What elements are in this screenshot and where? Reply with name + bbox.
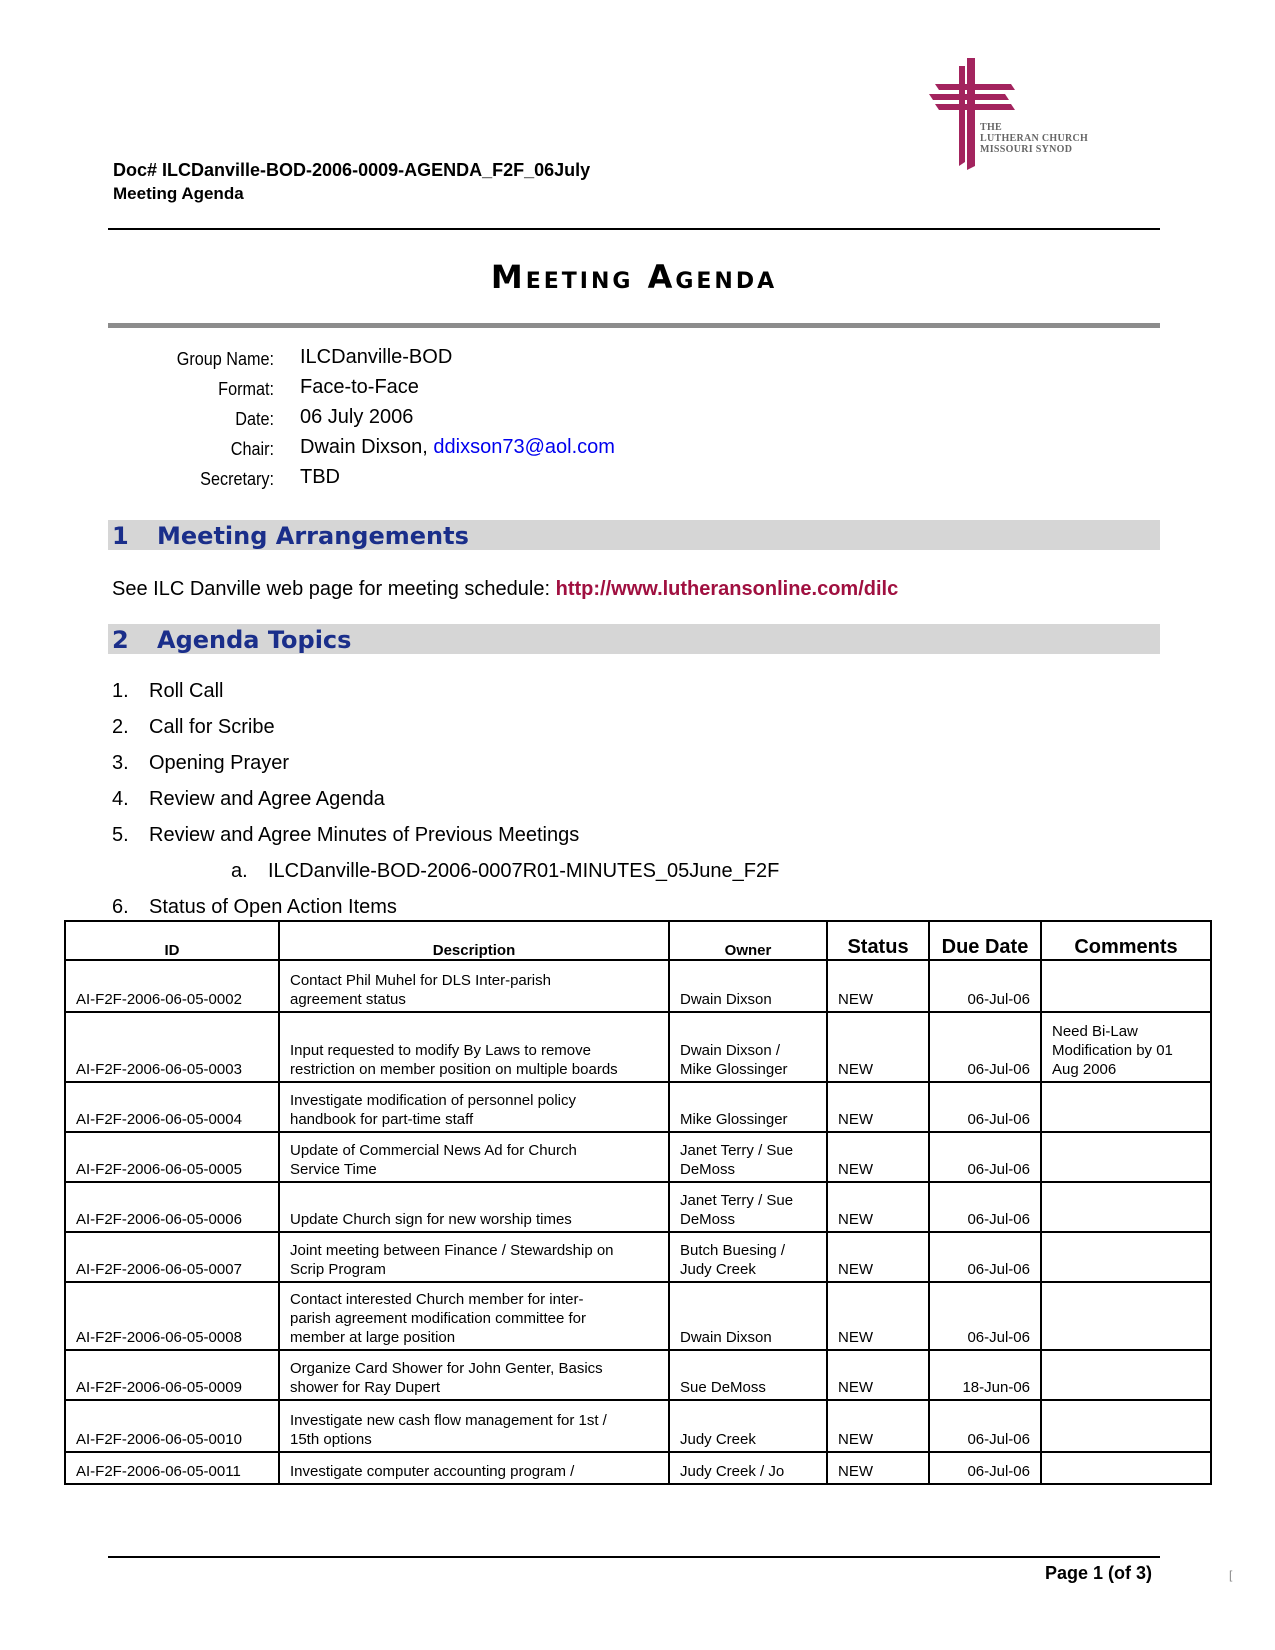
column-header-description: Description [279,921,669,960]
group-name-label: Group Name: [176,349,274,369]
doc-id: Doc# ILCDanville-BOD-2006-0009-AGENDA_F2F_06July [113,160,591,180]
cell-line: Mike Glossinger [680,1111,788,1128]
cell-status: NEW [827,1452,929,1484]
cell-comments [1041,1132,1211,1182]
cell-status: NEW [827,1182,929,1232]
cell-line: Sue DeMoss [680,1379,766,1396]
arrangements-label: See ILC Danville web page for meeting schedule: [112,578,551,600]
cell-comments [1041,960,1211,1012]
action-items-table [64,920,1212,1485]
column-header-due-date: Due Date [929,921,1041,960]
cell-line: Update Church sign for new worship times [290,1211,572,1228]
cell-description [279,960,669,1012]
cell-owner [669,1012,827,1082]
arrangements-text [112,578,898,601]
column-header-status: Status [827,921,929,960]
cell-comments [1041,1012,1211,1082]
chair-label: Chair: [230,439,274,459]
cell-description [279,1400,669,1452]
cell-line: restriction on member position on multiple boards [290,1061,618,1078]
cell-id: AI-F2F-2006-06-05-0005 [65,1132,279,1182]
cell-line: Investigate modification of personnel policy [290,1092,576,1109]
title-rule [108,323,1160,328]
cell-line: 15th options [290,1431,372,1448]
cell-line: member at large position [290,1329,456,1346]
section-title: Meeting Arrangements [157,522,469,550]
section-number: 2 [112,626,129,654]
column-header-owner: Owner [669,921,827,960]
cell-line: shower for Ray Dupert [290,1379,441,1396]
table-row [65,1452,1211,1484]
cell-due-date: 06-Jul-06 [929,1182,1041,1232]
logo-line-2: LUTHERAN CHURCH [980,133,1089,144]
cell-line: Modification by 01 [1052,1042,1173,1059]
cell-id: AI-F2F-2006-06-05-0003 [65,1012,279,1082]
cell-line: Mike Glossinger [680,1061,788,1078]
cell-line: Update of Commercial News Ad for Church [290,1142,577,1159]
cell-id: AI-F2F-2006-06-05-0008 [65,1282,279,1350]
cell-line: DeMoss [680,1161,736,1178]
cell-line: Contact interested Church member for inter- [290,1291,584,1308]
agenda-item-text: Status of Open Action Items [149,896,397,918]
cell-line: DeMoss [680,1211,736,1228]
table-row [65,1232,1211,1282]
cell-line: Dwain Dixson / [680,1042,781,1059]
agenda-item-text: Opening Prayer [149,752,290,774]
secretary-label: Secretary: [200,469,274,489]
cell-line: Janet Terry / Sue [680,1192,794,1209]
cell-status: NEW [827,1400,929,1452]
cell-id: AI-F2F-2006-06-05-0007 [65,1232,279,1282]
chair-name: Dwain Dixson, [300,436,428,458]
cell-description [279,1012,669,1082]
agenda-item-number: 2. [112,716,129,738]
cell-owner [669,1400,827,1452]
agenda-item-text: Review and Agree Minutes of Previous Meetings [149,824,580,846]
agenda-item-number: 5. [112,824,129,846]
group-name-value: ILCDanville-BOD [300,346,453,368]
cell-comments [1041,1182,1211,1232]
table-row [65,960,1211,1012]
cell-description [279,1082,669,1132]
table-row [65,1282,1211,1350]
cell-status: NEW [827,1232,929,1282]
cell-line: Joint meeting between Finance / Stewardship on [290,1242,614,1259]
table-header-row [65,921,1211,960]
cell-status: NEW [827,1082,929,1132]
cell-status: NEW [827,1282,929,1350]
cell-line: handbook for part-time staff [290,1111,474,1128]
cell-due-date: 06-Jul-06 [929,1452,1041,1484]
arrangements-link[interactable]: http://www.lutheransonline.com/dilc [555,578,899,600]
cell-status: NEW [827,960,929,1012]
logo-text [980,122,1088,155]
cell-id: AI-F2F-2006-06-05-0002 [65,960,279,1012]
format-value: Face-to-Face [300,376,419,398]
lcms-cross-logo [915,58,1115,178]
cell-line: Organize Card Shower for John Genter, Basics [290,1360,603,1377]
date-label: Date: [235,409,274,429]
cell-line: Dwain Dixson [680,1329,772,1346]
column-header-comments: Comments [1041,921,1211,960]
chair-email-link[interactable]: ddixson73@aol.com [433,436,615,458]
cell-line: Butch Buesing / [680,1242,786,1259]
cell-status: NEW [827,1012,929,1082]
cell-line: parish agreement modification committee for [290,1310,586,1327]
date-value: 06 July 2006 [300,406,414,428]
cell-line: Investigate new cash flow management for 1st / [290,1412,607,1429]
cell-comments [1041,1400,1211,1452]
agenda-item-number: 3. [112,752,129,774]
table-row [65,1182,1211,1232]
cell-comments [1041,1282,1211,1350]
cell-id: AI-F2F-2006-06-05-0011 [65,1452,279,1484]
cell-due-date: 06-Jul-06 [929,960,1041,1012]
cell-description [279,1232,669,1282]
cell-owner [669,1350,827,1400]
secretary-value: TBD [300,466,340,488]
cell-owner [669,1082,827,1132]
agenda-item-text: Call for Scribe [149,716,275,738]
cell-description [279,1282,669,1350]
cell-line: Aug 2006 [1052,1061,1117,1078]
cell-due-date: 06-Jul-06 [929,1012,1041,1082]
cell-status: NEW [827,1132,929,1182]
agenda-item-number: 4. [112,788,129,810]
cell-comments [1041,1350,1211,1400]
page-title: Meeting Agenda [490,258,778,296]
table-row [65,1132,1211,1182]
agenda-item-number: a. [231,860,248,882]
format-label: Format: [218,379,274,399]
cell-line: Investigate computer accounting program / [290,1463,575,1480]
footer-rule [108,1556,1160,1558]
cell-owner [669,1452,827,1484]
table-row [65,1082,1211,1132]
cell-line: Scrip Program [290,1261,386,1278]
table-row [65,1400,1211,1452]
cell-due-date: 06-Jul-06 [929,1132,1041,1182]
cell-comments [1041,1082,1211,1132]
logo-line-3: MISSOURI SYNOD [980,144,1073,155]
section-title: Agenda Topics [157,626,352,654]
table-row [65,1012,1211,1082]
cell-owner [669,1282,827,1350]
table-body [65,960,1211,1484]
table-row [65,1350,1211,1400]
page-number: Page 1 (of 3) [1044,1563,1152,1583]
cell-due-date: 06-Jul-06 [929,1082,1041,1132]
agenda-item-text: Roll Call [149,680,224,702]
chair-value [300,436,615,459]
cell-owner [669,1182,827,1232]
cell-owner [669,1132,827,1182]
cell-line: Dwain Dixson [680,991,772,1008]
cell-description [279,1182,669,1232]
cell-line: agreement status [290,991,406,1008]
agenda-item-text: ILCDanville-BOD-2006-0007R01-MINUTES_05June_F2F [268,860,780,882]
cell-id: AI-F2F-2006-06-05-0006 [65,1182,279,1232]
cell-due-date: 06-Jul-06 [929,1282,1041,1350]
logo-line-1: THE [980,122,1003,133]
cell-owner [669,960,827,1012]
cell-comments [1041,1452,1211,1484]
section-header-1 [108,520,1160,550]
cell-due-date: 18-Jun-06 [929,1350,1041,1400]
cell-comments [1041,1232,1211,1282]
cell-line: Need Bi-Law [1052,1023,1138,1040]
cell-line: Judy Creek [680,1261,756,1278]
cell-line: Judy Creek [680,1431,756,1448]
cell-line: Contact Phil Muhel for DLS Inter-parish [290,972,551,989]
section-header-2 [108,624,1160,654]
agenda-item-number: 1. [112,680,129,702]
cell-line: Input requested to modify By Laws to remove [290,1042,591,1059]
corner-mark: [ [1229,1568,1233,1582]
agenda-item-text: Review and Agree Agenda [149,788,385,810]
cell-description [279,1452,669,1484]
column-header-id: ID [65,921,279,960]
cell-id: AI-F2F-2006-06-05-0004 [65,1082,279,1132]
doc-type: Meeting Agenda [113,184,244,203]
header-rule [108,228,1160,230]
cell-id: AI-F2F-2006-06-05-0009 [65,1350,279,1400]
section-number: 1 [112,522,129,550]
cell-line: Judy Creek / Jo [680,1463,785,1480]
cell-due-date: 06-Jul-06 [929,1400,1041,1452]
cell-status: NEW [827,1350,929,1400]
cell-description [279,1132,669,1182]
cell-line: Janet Terry / Sue [680,1142,794,1159]
cell-line: Service Time [290,1161,377,1178]
cell-description [279,1350,669,1400]
cell-id: AI-F2F-2006-06-05-0010 [65,1400,279,1452]
cell-owner [669,1232,827,1282]
agenda-item-number: 6. [112,896,129,918]
cell-due-date: 06-Jul-06 [929,1232,1041,1282]
